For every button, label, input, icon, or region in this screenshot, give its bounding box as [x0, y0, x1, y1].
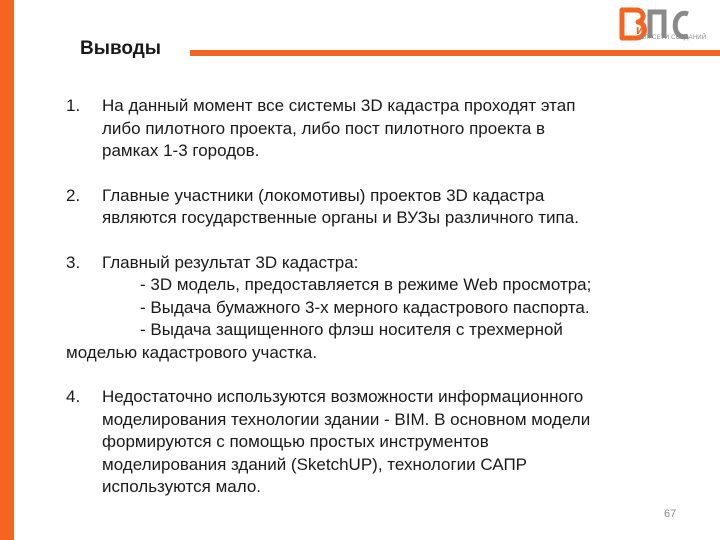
list-item-line: моделирования зданий (SketchUP), технологии САПР — [102, 454, 527, 474]
logo-mark-icon — [622, 10, 688, 38]
list-item-number: 4. — [66, 387, 81, 406]
list-item — [66, 252, 696, 365]
list-item-number: 1. — [66, 96, 81, 115]
list-item — [66, 185, 696, 230]
title-underline — [190, 50, 720, 56]
list-item-tail: моделью кадастрового участка. — [66, 342, 318, 362]
list-item-line: используются мало. — [102, 477, 261, 496]
sub-item: - Выдача защищенного флэш носителя с трехмерной — [140, 320, 563, 339]
list-item — [66, 386, 696, 499]
list-item-line: Главные участники (локомотивы) проектов 3D кадастра — [102, 185, 545, 205]
list-item-line: являются государственные органы и ВУЗы различного типа. — [102, 208, 579, 227]
list-item-line: На данный момент все системы 3D кадастра проходят этап — [102, 96, 576, 115]
accent-side-bar — [0, 0, 14, 540]
list-item-line: формируются с помощью простых инструментов — [102, 432, 489, 451]
list-item-line: рамках 1-3 городов. — [102, 141, 260, 160]
page-number: 67 — [664, 508, 677, 520]
sub-item: - Выдача бумажного 3-х мерного кадастрового паспорта. — [140, 297, 590, 317]
list-item-number: 2. — [66, 185, 81, 205]
list-item-line: моделирования технологии здании - BIM. В основном модели — [102, 409, 591, 429]
slide-title: Выводы — [80, 38, 162, 59]
list-item-line: Недостаточно используются возможности информационного — [102, 387, 584, 406]
sub-item: - 3D модель, предоставляется в режиме Web просмотра; — [140, 275, 592, 294]
list-item-number: 3. — [66, 252, 81, 272]
list-item — [66, 95, 696, 163]
list-item-line: либо пилотного проекта, либо пост пилотного проекта в — [102, 118, 546, 138]
conclusions-list — [66, 95, 696, 499]
logo-tagline: ЭЛ. СЕТИ СОЗДАНИЙ — [640, 35, 707, 41]
svg-text:и: и — [636, 22, 644, 37]
list-item-line: Главный результат 3D кадастра: — [102, 252, 359, 272]
